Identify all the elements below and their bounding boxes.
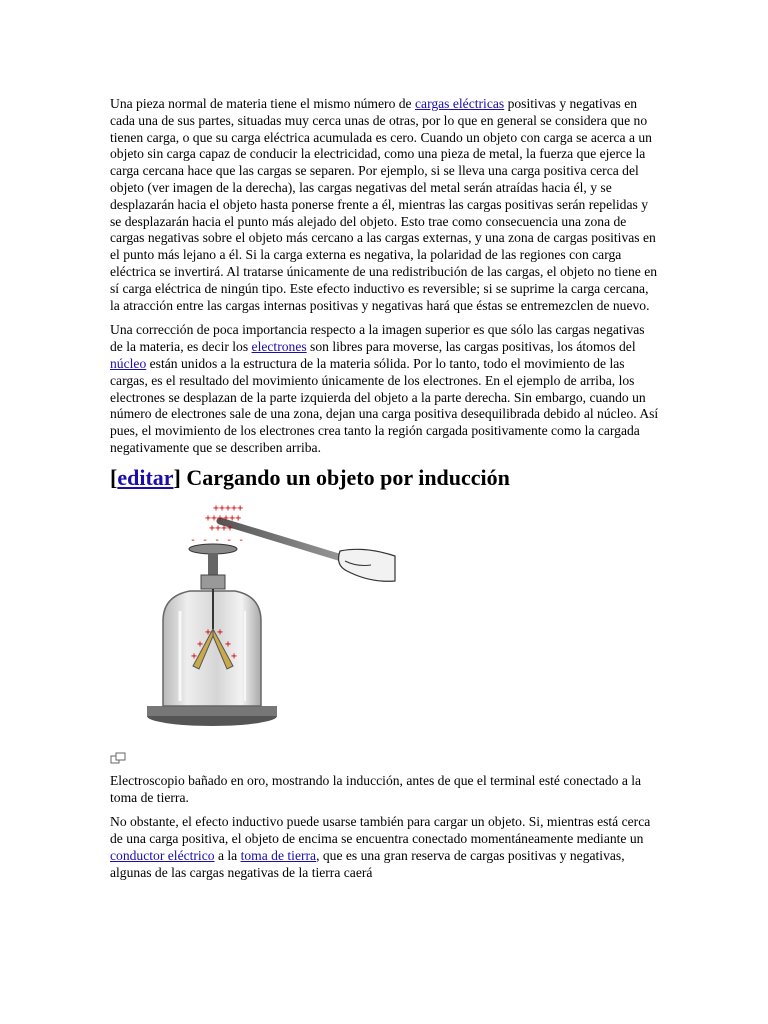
bracket-open: [: [110, 464, 118, 490]
rod-charge-label: ++++: [209, 522, 234, 534]
rod-charge-label: ++++++: [205, 512, 242, 524]
electroscope-illustration[interactable]: [135, 501, 400, 741]
text: son libres para moverse, las cargas positivas, los átomos del: [306, 339, 636, 355]
edit-link[interactable]: editar: [117, 464, 174, 490]
leaf-charge: +: [205, 626, 212, 638]
link-conductor-electrico[interactable]: conductor eléctrico: [110, 847, 215, 863]
leaf-charge: +: [225, 638, 232, 650]
leaf-charge: +: [197, 638, 204, 650]
text: , que es una gran reserva de cargas positivas y negativas, algunas de las cargas negativas de la tierra caerá: [110, 847, 625, 880]
enlarge-icon[interactable]: [110, 751, 126, 763]
stopper: [201, 575, 225, 589]
article-content: [110, 96, 660, 890]
base: [147, 706, 277, 716]
text: a la: [214, 847, 241, 863]
text: Una pieza normal de materia tiene el mismo número de: [110, 96, 415, 111]
plate-charge-label: - - - - -: [190, 534, 245, 546]
section-heading: [110, 465, 660, 491]
text: No obstante, el efecto inductivo puede usarse también para cargar un objeto. Si, mientras está cerca de una carga positiva, el objeto de encima se encuentra conectado momentáneamente mediante un: [110, 814, 651, 847]
link-toma-de-tierra[interactable]: toma de tierra: [240, 847, 317, 863]
leaf-charge: +: [191, 650, 198, 662]
text: positivas y negativas en cada una de sus partes, situadas muy cerca unas de otras, por lo que en general se considera que no tienen carga, o que su carga eléctrica acumulada es cero. Cuando un objeto con carga se acerca a un objeto sin carga capaz de conducir la electricidad, como una pieza de metal, la fuerza que ejerce la carga cercana hace que las cargas se separen. Por ejemplo, si se lleva una carga positiva cerca del objeto (ver imagen de la derecha), las cargas negativas del metal serán atraídas hacia él, y se desplazarán hacia el objeto hasta ponerse frente a él, mientras las cargas positivas serán repelidas y se desplazarán hacia el punto más alejado del objeto. Esto trae como consecuencia una zona de cargas negativas sobre el objeto más cercano a las cargas externas, y una zona de cargas positivas en el punto más lejano a él. Si la carga externa es negativa, la polaridad de las regiones con carga eléctrica se invertirá. Al tratarse únicamente de una redistribución de las cargas, el objeto no tiene en sí carga eléctrica de ningún tipo. Este efecto inductivo es reversible; si se suprime la carga cercana, la atracción entre las cargas internas positivas y negativas hará que éstas se entremezclen de nuevo.: [110, 96, 658, 313]
rod-charge-label: +++++: [213, 502, 244, 514]
figure-caption: Electroscopio bañado en oro, mostrando la inducción, antes de que el terminal esté conectado a la toma de tierra.: [110, 772, 642, 805]
text: están unidos a la estructura de la materia sólida. Por lo tanto, todo el movimiento de las cargas, es el resultado del movimiento únicamente de los electrones. En el ejemplo de arriba, los electrones se desplazan de la parte izquierda del objeto a la parte derecha. Sin embargo, cuando un número de electrones sale de una zona, dejan una carga positiva desequilibrada debido al núcleo. Así pues, el movimiento de los electrones crea tanto la región cargada positivamente como la cargada negativamente que se describen arriba.: [110, 355, 659, 455]
link-cargas-electricas[interactable]: cargas eléctricas: [415, 96, 505, 111]
link-nucleo[interactable]: núcleo: [110, 355, 147, 371]
text: Una corrección de poca importancia respecto a la imagen superior es que sólo las cargas negativas de la materia, es decir los: [110, 322, 645, 355]
paragraph-correction: [110, 322, 660, 456]
paragraph-intro: [110, 96, 660, 314]
section-title: Cargando un objeto por inducción: [180, 464, 510, 490]
stem: [208, 553, 218, 575]
paragraph-induction: [110, 814, 660, 881]
link-electrones[interactable]: electrones: [251, 339, 307, 355]
leaf-charge: +: [231, 650, 238, 662]
electroscope-drawing: [135, 501, 400, 741]
leaf-charge: +: [217, 626, 224, 638]
bracket-close: ]: [173, 464, 181, 490]
